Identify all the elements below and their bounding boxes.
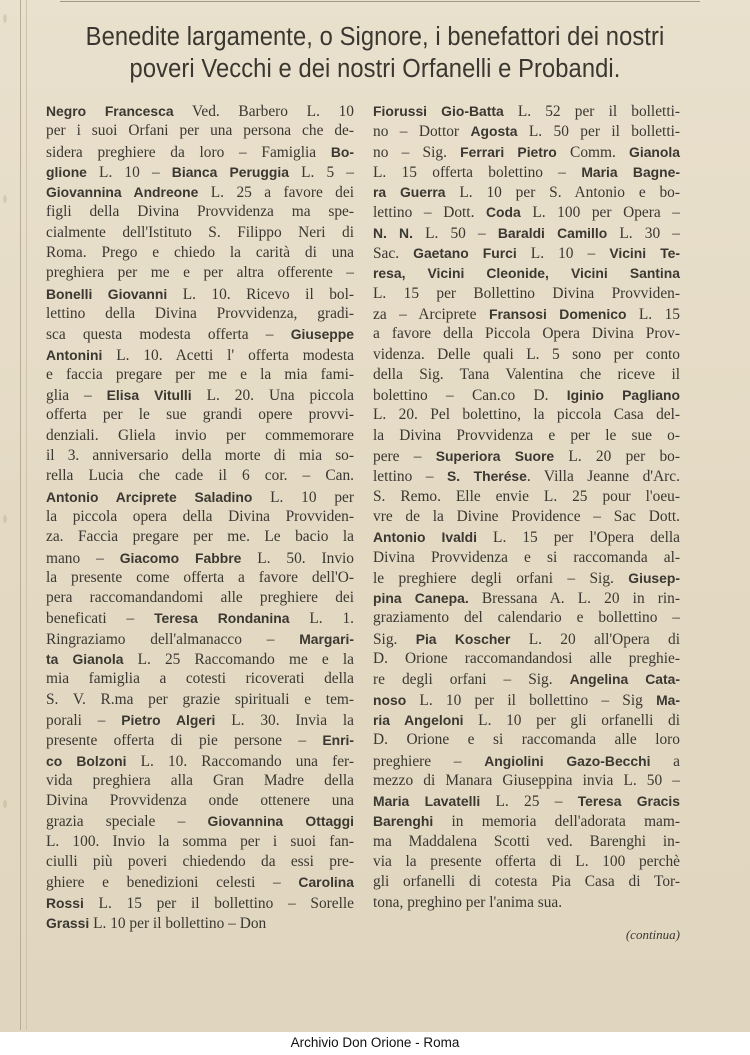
text-run: L. 15 per Bollettino Divina Provviden- <box>373 284 680 302</box>
text-run: L. 10. Ricevo il bol- <box>167 285 354 303</box>
benefactor-name: Giuseppe <box>290 326 354 343</box>
benefactor-name: Coda <box>486 204 521 221</box>
benefactor-name: Baraldi Camillo <box>497 224 608 241</box>
text-run: . Villa Jeanne d'Arc. <box>526 468 680 486</box>
text-line <box>373 791 680 811</box>
text-run: bolettino – Can.co D. <box>373 387 567 405</box>
text-run: L. 5 – <box>288 163 354 181</box>
text-line <box>46 832 354 852</box>
text-run: Ved. Barbero L. 10 <box>173 103 354 120</box>
text-run: via la presente offerta di L. 100 perchè <box>373 852 680 870</box>
benefactor-name: Iginio Pagliano <box>566 387 681 404</box>
text-run: pera raccomandandomi alle preghiere dei <box>46 589 354 607</box>
benefactor-name: Enri- <box>322 732 354 749</box>
benefactor-name: Carolina <box>298 874 354 891</box>
benefactor-name: Agosta <box>470 123 518 140</box>
benefactor-name: Vicini Te- <box>609 245 681 262</box>
text-line <box>373 872 680 892</box>
benefactor-name: Ma- <box>656 691 680 708</box>
benefactor-name: Superiora Suore <box>435 448 555 465</box>
text-run: mia famiglia a cotesti ricoverati della <box>46 670 354 688</box>
text-run: tona, preghino per l'anima sua. <box>373 893 563 911</box>
text-run: in memoria dell'adorata mam- <box>433 813 680 831</box>
text-line <box>46 527 354 547</box>
text-run: L. 25 Raccomando me e la <box>123 651 355 669</box>
text-run: L. 15 <box>626 305 680 323</box>
text-line <box>373 304 680 324</box>
text-run: Divina Provvidenza onde ottenere una <box>46 792 354 810</box>
text-run: preghiere – <box>373 752 485 770</box>
text-line <box>46 608 354 628</box>
text-run: la Divina Provvidenza e per le sue o- <box>373 426 680 444</box>
text-line <box>373 324 680 344</box>
text-run: le preghiere degli orfani – Sig. <box>373 569 629 587</box>
text-line <box>373 202 680 222</box>
text-line <box>46 182 354 202</box>
text-run: la piccola opera della Divina Provviden- <box>46 507 354 525</box>
benefactor-name: Fiorussi Gio-Batta <box>373 103 504 119</box>
text-run: L. 10 – <box>516 245 610 263</box>
continued-note: (continua) <box>625 927 680 942</box>
text-run: L. 15 per l'Opera della <box>477 529 680 547</box>
paper-stain <box>3 800 7 808</box>
text-run: vre de la Divine Providence – Sac Dott. <box>373 507 680 525</box>
text-line <box>46 629 354 649</box>
text-line <box>46 690 354 710</box>
text-run: L. 10 per il bollettino – Sig <box>406 691 657 709</box>
text-run: L. 50. Invio <box>241 549 354 567</box>
text-line <box>373 243 680 263</box>
text-run: figli della Divina Provvidenza ma spe- <box>46 203 354 221</box>
text-run: denziali. Gliela invio per commemorare <box>46 426 354 444</box>
paper-stain <box>3 14 7 23</box>
text-line <box>373 223 680 243</box>
benefactor-name: Giacomo Fabbre <box>119 549 242 566</box>
text-line <box>373 426 680 446</box>
text-run: L. 50 – <box>412 224 498 242</box>
text-run: re degli orfani – Sig. <box>373 671 570 689</box>
text-line <box>373 121 680 141</box>
text-run: offerta per le sue grandi opere provvi- <box>46 406 354 424</box>
text-run: Bressana A. L. 20 in rin- <box>468 590 680 608</box>
text-line <box>46 730 354 750</box>
text-run: pere – <box>373 448 436 466</box>
text-run: L. 100 per Opera – <box>520 204 680 222</box>
text-line <box>46 791 354 811</box>
paper-stain <box>3 515 7 523</box>
text-line <box>46 223 354 243</box>
text-run: glia – <box>46 387 107 405</box>
text-line <box>373 690 680 710</box>
text-run: Ringraziamo dell'almanacco – <box>46 630 300 648</box>
text-run: rella Lucia che cade il 6 cor. – Can. <box>46 467 354 485</box>
benefactor-name: Pia Koscher <box>415 630 511 647</box>
benefactor-name: Gaetano Furci <box>413 245 517 262</box>
text-line <box>373 730 680 750</box>
text-line <box>46 202 354 222</box>
text-line <box>373 669 680 689</box>
text-run: L. 20 per bo- <box>554 448 680 466</box>
text-line <box>46 588 354 608</box>
text-line <box>46 284 354 304</box>
text-line <box>373 811 680 831</box>
benefactor-name: Antonio Ivaldi <box>373 529 478 546</box>
text-run: S. Remo. Elle envie L. 25 pour l'oeu- <box>373 487 680 505</box>
benefactor-name: ra Guerra <box>373 184 446 201</box>
text-line <box>373 162 680 182</box>
archive-footer: Archivio Don Orione - Roma <box>290 1035 460 1050</box>
text-line <box>373 893 680 913</box>
benefactor-name: Bo- <box>330 143 354 160</box>
benefactor-name: resa, Vicini Cleonide, Vicini Santina <box>373 265 680 282</box>
text-line <box>373 345 680 365</box>
benefactor-name: Antonio Arciprete Saladino <box>46 488 253 505</box>
text-line <box>46 466 354 486</box>
text-line <box>46 365 354 385</box>
text-line <box>373 507 680 527</box>
benefactor-name: Giovannina Ottaggi <box>207 813 354 830</box>
benefactor-name: co Bolzoni <box>46 752 127 769</box>
text-line <box>373 527 680 547</box>
benefactor-name: Maria Lavatelli <box>373 793 481 810</box>
text-run: grazia speciale – <box>46 813 208 831</box>
page-title <box>54 21 696 85</box>
text-line <box>46 507 354 527</box>
text-run: Sac. <box>373 245 414 263</box>
text-run: la presente come offerta a favore dell'O- <box>46 568 354 586</box>
text-run: Divina Provvidenza e si raccomanda al- <box>373 548 680 566</box>
text-run: L. 1. <box>289 610 354 628</box>
benefactor-name: Bianca Peruggia <box>171 163 289 180</box>
text-line <box>46 487 354 507</box>
text-run: ghiere e benedizioni celesti – <box>46 874 299 892</box>
benefactor-name: Negro Francesca <box>46 103 174 119</box>
paper-stain <box>3 195 7 203</box>
text-line <box>46 345 354 365</box>
text-line <box>46 811 354 831</box>
benefactor-name: S. Therése <box>446 468 527 485</box>
text-line <box>373 284 680 304</box>
top-rule <box>60 1 700 2</box>
text-run: e faccia pregare per me e la mia fami- <box>46 365 354 383</box>
text-line <box>46 669 354 689</box>
benefactor-name: Gianola <box>629 143 680 160</box>
text-line <box>46 446 354 466</box>
text-run: Sig. <box>373 630 416 648</box>
text-run: L. 100. Invio la somma per i suoi fan- <box>46 832 354 850</box>
benefactor-name: Teresa Gracis <box>577 793 680 810</box>
text-line <box>46 324 354 344</box>
text-line <box>46 872 354 892</box>
text-line <box>373 446 680 466</box>
text-run: mano – <box>46 549 120 567</box>
text-line <box>373 385 680 405</box>
text-run: graziamento del calendario e bollettino – <box>373 609 680 627</box>
text-run: L. 10 – <box>86 163 172 181</box>
text-run: L. 10 per il bollettino – Don <box>89 914 267 932</box>
text-line <box>373 608 680 628</box>
right-text-column <box>373 101 680 913</box>
binding-line-inner <box>26 0 27 1030</box>
text-line <box>46 426 354 446</box>
text-run: cialmente dell'Istituto S. Filippo Neri di <box>46 223 354 241</box>
text-run: Comm. <box>556 143 630 161</box>
text-run: L. 30 – <box>607 224 680 242</box>
text-line <box>46 263 354 283</box>
text-line <box>373 588 680 608</box>
benefactor-name: ria Angeloni <box>373 711 464 728</box>
text-run: a favore della Piccola Opera Divina Prov- <box>373 325 680 343</box>
text-run: beneficati – <box>46 610 155 628</box>
text-run: presente offerta di pie persone – <box>46 732 323 750</box>
binding-line <box>20 0 21 1030</box>
text-run: lettino – Dott. <box>373 204 487 222</box>
benefactor-name: noso <box>373 691 407 708</box>
text-run: sca questa modesta offerta – <box>46 326 291 344</box>
text-line <box>373 629 680 649</box>
text-line <box>46 771 354 791</box>
text-run: L. 20 all'Opera di <box>510 630 680 648</box>
text-run: L. 15 offerta bolettino – <box>373 163 582 181</box>
text-line <box>46 243 354 263</box>
text-run: per i suoi Orfani per una persona che de- <box>46 122 354 140</box>
text-line <box>373 832 680 852</box>
benefactor-name: Ferrari Pietro <box>460 143 557 160</box>
text-run: L. 10. Acetti l' offerta modesta <box>102 346 354 364</box>
text-run: L. 10 per gli orfanelli di <box>463 711 681 729</box>
text-run: no – Sig. <box>373 143 461 161</box>
text-line <box>373 852 680 872</box>
text-run: L. 10 per <box>252 488 354 506</box>
text-run: no – Dottor <box>373 123 471 141</box>
text-run: L. 30. Invia la <box>215 711 354 729</box>
text-line <box>46 548 354 568</box>
left-text-column <box>46 101 354 933</box>
benefactor-name: Pietro Algeri <box>121 711 216 728</box>
text-line <box>46 121 354 141</box>
text-line <box>373 365 680 385</box>
benefactor-name: Angelina Cata- <box>569 671 681 688</box>
text-run: della Sig. Tana Valentina che riceve il <box>373 365 680 383</box>
benefactor-name: Teresa Rondanina <box>154 610 290 627</box>
benefactor-name: pina Canepa. <box>373 590 469 607</box>
text-line <box>373 405 680 425</box>
benefactor-name: Giovannina Andreone <box>46 184 199 201</box>
text-run: L. 20. Una piccola <box>191 387 354 405</box>
text-line <box>46 101 354 121</box>
text-run: L. 10 per S. Antonio e bo- <box>445 184 680 202</box>
benefactor-name: Maria Bagne- <box>581 163 680 180</box>
text-run: za – Arciprete <box>373 305 489 323</box>
benefactor-name: Rossi <box>46 894 84 911</box>
text-run: za. Faccia pregare per me. Le bacio la <box>46 528 354 546</box>
text-line <box>46 568 354 588</box>
text-run: S. V. R.ma per grazie spirituali e tem- <box>46 690 354 708</box>
page-title-line-1: Benedite largamente, o Signore, i benefattori dei nostri <box>85 23 665 51</box>
benefactor-name: Antonini <box>46 346 103 363</box>
text-run: L. 25 a favore dei <box>198 184 354 202</box>
text-line <box>46 405 354 425</box>
text-run: D. Orione e si raccomanda alle loro <box>373 731 680 749</box>
text-run: L. 20. Pel bolettino, la piccola Casa del- <box>373 406 680 424</box>
text-line <box>373 649 680 669</box>
benefactor-name: Elisa Vitulli <box>106 387 192 404</box>
text-line <box>373 487 680 507</box>
text-run: L. 50 per il bolletti- <box>517 123 681 141</box>
text-line <box>373 710 680 730</box>
text-run: ciulli più poveri chiedendo da essi pre- <box>46 852 354 870</box>
text-run: il 3. anniversario della morte di mia so- <box>46 447 354 465</box>
text-run: sidera preghiere da loro – Famiglia <box>46 143 331 161</box>
text-run: vida preghiera alla Gran Madre della <box>46 771 354 789</box>
benefactor-name: glione <box>46 163 87 180</box>
text-line <box>46 385 354 405</box>
text-run: L. 15 per il bollettino – Sorelle <box>83 894 354 912</box>
text-run: porali – <box>46 711 122 729</box>
benefactor-name: Grassi <box>46 914 90 931</box>
text-line <box>373 263 680 283</box>
text-line <box>46 142 354 162</box>
text-line <box>46 852 354 872</box>
text-run: lettino – <box>373 468 447 486</box>
benefactor-name: ta Gianola <box>46 651 124 668</box>
text-line <box>46 893 354 913</box>
benefactor-name: N. N. <box>373 224 413 241</box>
text-line <box>46 913 354 933</box>
text-run: L. 25 – <box>480 793 578 811</box>
text-run: videnza. Delle quali L. 5 sono per conto <box>373 345 680 363</box>
benefactor-name: Fransosi Domenico <box>488 305 627 322</box>
text-run: L. 10. Raccomando una fer- <box>126 752 354 770</box>
benefactor-name: Angiolini Gazo-Becchi <box>484 752 651 769</box>
text-line <box>46 649 354 669</box>
text-run: lettino della Divina Provvidenza, gradi- <box>46 304 354 322</box>
text-line <box>46 162 354 182</box>
text-run: Roma. Prego e chiedo la carità di una <box>46 244 354 262</box>
text-run: gli orfanelli di cotesta Pia Casa di Tor- <box>373 873 680 891</box>
text-line <box>46 751 354 771</box>
text-line <box>373 182 680 202</box>
benefactor-name: Giusep- <box>628 569 680 586</box>
text-line <box>373 771 680 791</box>
text-line <box>373 466 680 486</box>
text-line <box>46 710 354 730</box>
text-line <box>373 548 680 568</box>
benefactor-name: Margari- <box>299 630 354 647</box>
text-run: D. Orione raccomandandosi alle preghie- <box>373 650 680 668</box>
text-run: L. 52 per il bolletti- <box>503 103 680 120</box>
text-line <box>373 751 680 771</box>
benefactor-name: Barenghi <box>373 813 434 830</box>
text-line <box>373 568 680 588</box>
page-title-line-2: poveri Vecchi e dei nostri Orfanelli e Probandi. <box>129 55 621 83</box>
text-line <box>46 304 354 324</box>
text-run: preghiera per me e per altra offerente – <box>46 264 354 282</box>
text-run: a <box>650 752 680 770</box>
text-run: mezzo di Manara Giuseppina invia L. 50 – <box>373 771 680 789</box>
text-line <box>373 101 680 121</box>
benefactor-name: Bonelli Giovanni <box>46 285 168 302</box>
text-line <box>373 142 680 162</box>
text-run: ma Maddalena Scotti ved. Barenghi in- <box>373 832 680 850</box>
